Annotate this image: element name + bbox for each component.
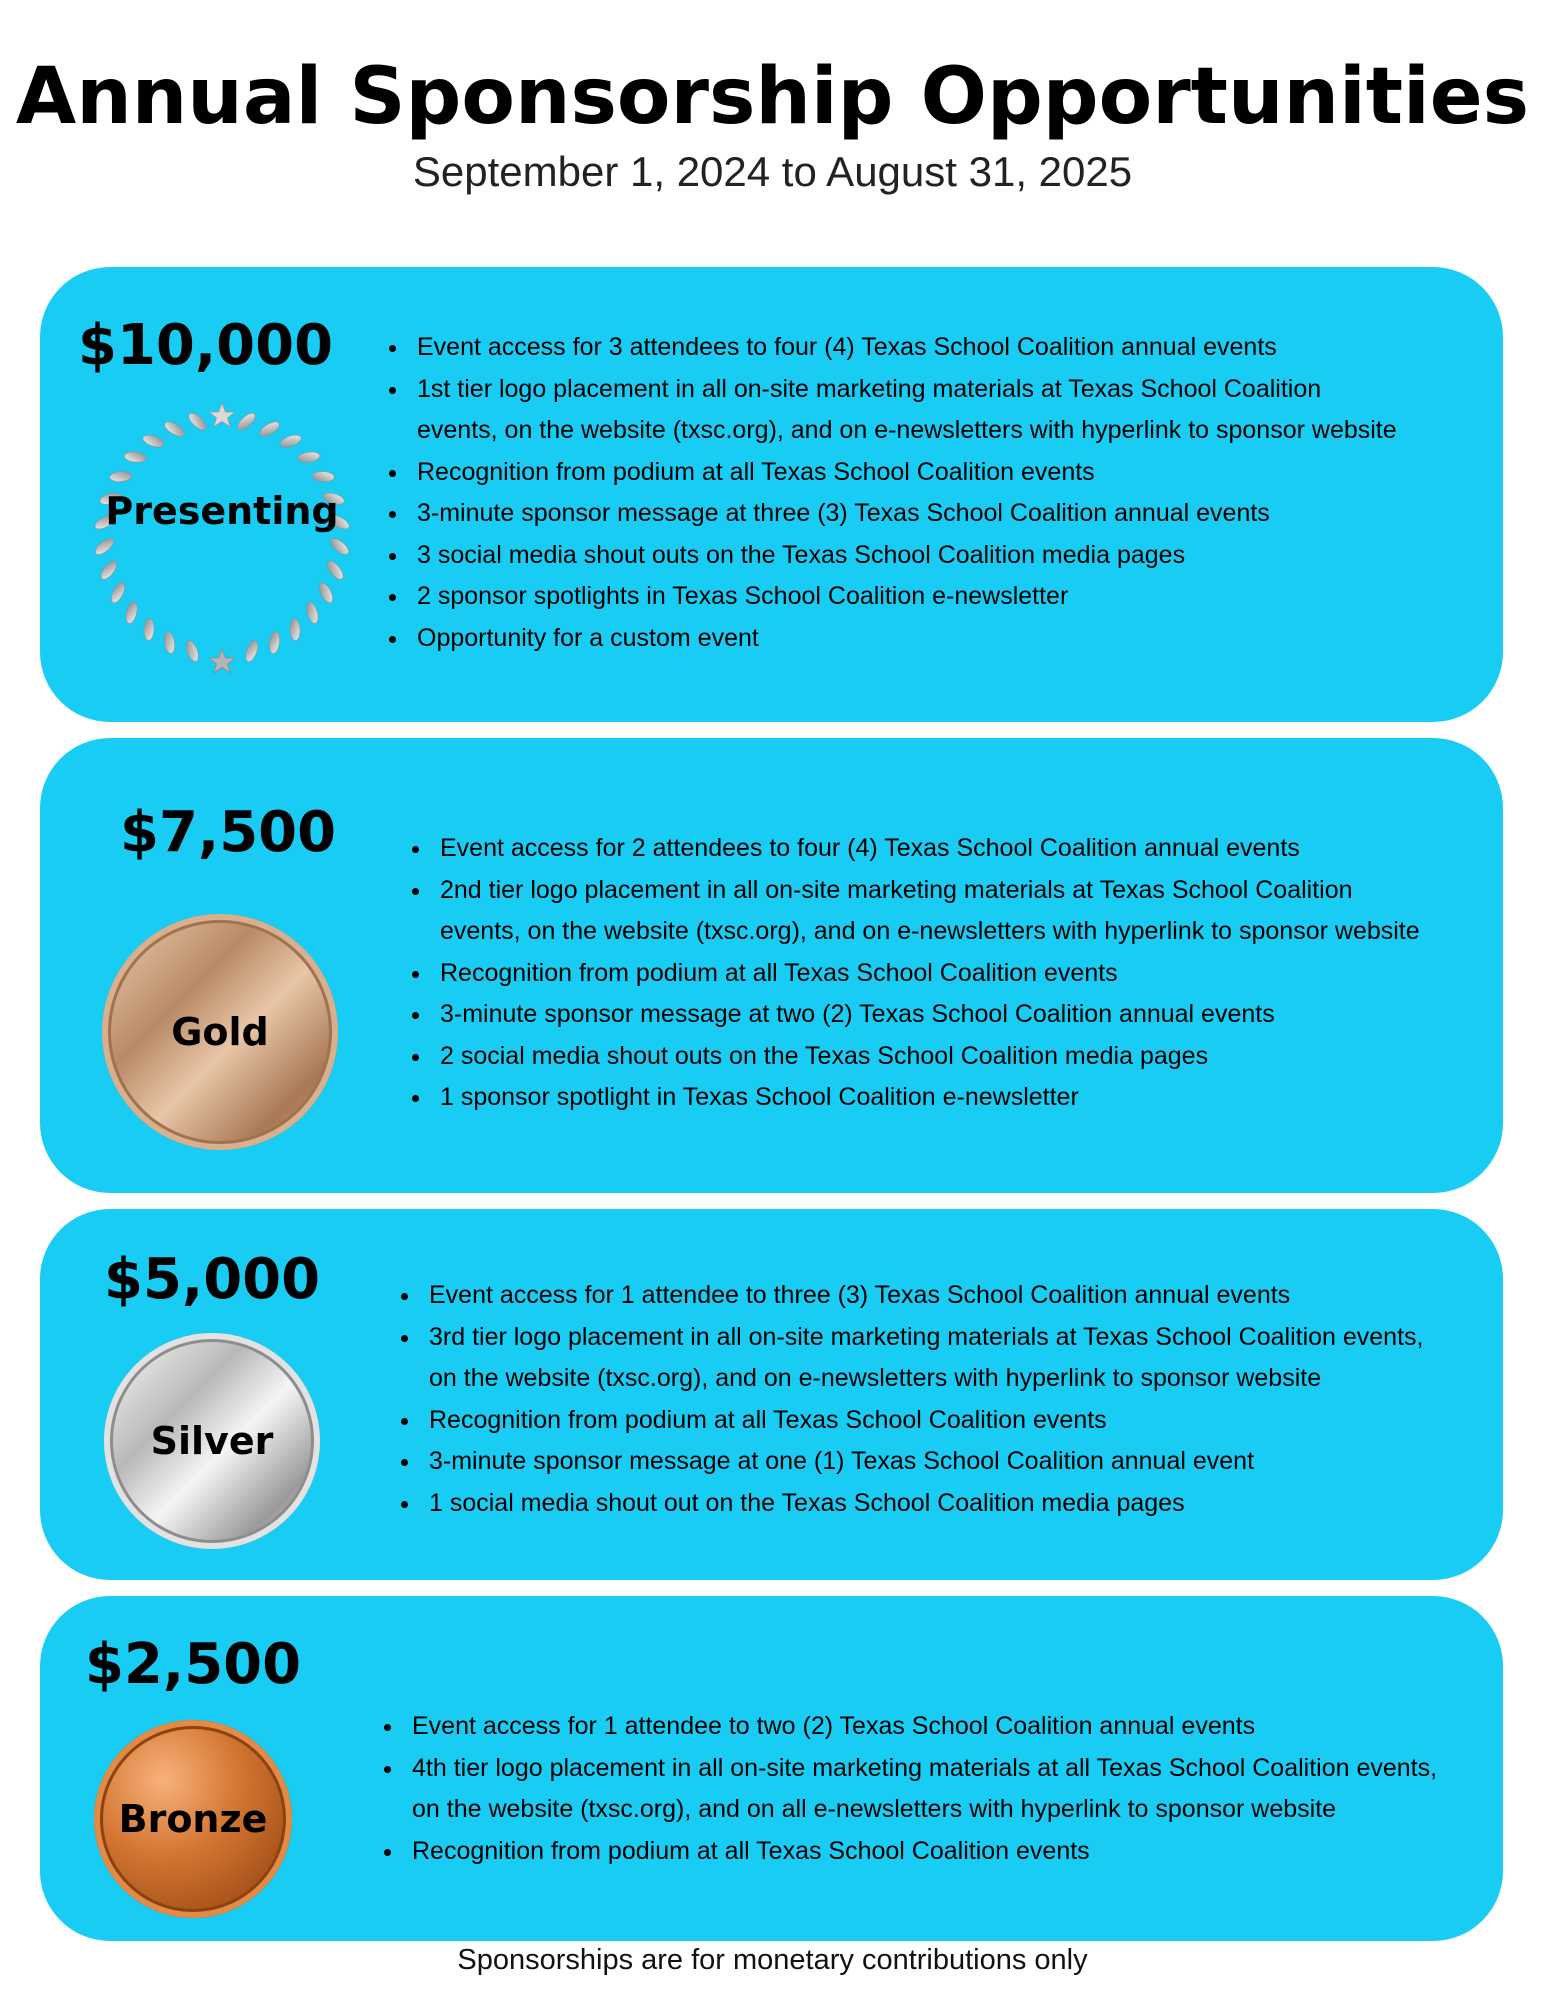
laurel-leaf-icon [98, 559, 120, 582]
laurel-leaf-icon [235, 410, 258, 432]
benefit-item: 2 social media shout outs on the Texas School Coalition media pages [408, 1036, 1428, 1078]
laurel-leaf-icon [317, 581, 336, 605]
benefit-item: 3-minute sponsor message at two (2) Texas School Coalition annual events [408, 994, 1428, 1036]
tier-name: Silver [150, 1419, 274, 1463]
benefit-item: Recognition from podium at all Texas School Coalition events [385, 452, 1405, 494]
page-subtitle: September 1, 2024 to August 31, 2025 [412, 148, 1133, 195]
star-icon [209, 403, 235, 427]
tier-price: $10,000 [78, 313, 334, 378]
benefit-item: 1 social media shout out on the Texas School Coalition media pages [397, 1483, 1457, 1525]
benefit-item: 3 social media shout outs on the Texas School Coalition media pages [385, 535, 1405, 577]
laurel-leaf-icon [109, 581, 128, 605]
tier-card-presenting [40, 267, 1503, 722]
benefit-item: 3rd tier logo placement in all on-site marketing materials at Texas School Coalition events, on the website (txsc.org), and on e-newsletters with hyperlink to sponsor website [397, 1317, 1457, 1400]
benefit-item: 3-minute sponsor message at one (1) Texas School Coalition annual event [397, 1441, 1457, 1483]
benefit-item: 1st tier logo placement in all on-site marketing materials at Texas School Coalition events, on the website (txsc.org), and on e-newsletters with hyperlink to sponsor website [385, 369, 1405, 452]
laurel-leaf-icon [268, 631, 281, 654]
laurel-leaf-icon [324, 559, 346, 582]
laurel-wreath-icon [82, 397, 362, 677]
laurel-leaf-icon [109, 471, 132, 483]
benefit-item: 1 sponsor spotlight in Texas School Coalition e-newsletter [408, 1077, 1428, 1119]
laurel-leaf-icon [312, 471, 335, 483]
star-icon [209, 649, 235, 673]
tier-card-bronze [40, 1596, 1503, 1941]
laurel-leaf-icon [297, 451, 320, 464]
benefit-item: Opportunity for a custom event [385, 618, 1405, 660]
benefit-list [408, 828, 1428, 1119]
benefit-item: 2nd tier logo placement in all on-site marketing materials at Texas School Coalition events, on the website (txsc.org), and on e-newsletters with hyperlink to sponsor website [408, 870, 1428, 953]
laurel-leaf-icon [243, 639, 260, 663]
benefit-list [380, 1706, 1460, 1872]
footer-note: Sponsorships are for monetary contributions only [457, 1944, 1088, 1976]
laurel-leaf-icon [279, 433, 303, 450]
benefit-item: 2 sponsor spotlights in Texas School Coalition e-newsletter [385, 576, 1405, 618]
benefit-item: Event access for 1 attendee to two (2) Texas School Coalition annual events [380, 1706, 1460, 1748]
benefit-item: Event access for 3 attendees to four (4) Texas School Coalition annual events [385, 327, 1405, 369]
tier-price: $7,500 [120, 800, 337, 865]
tier-card-silver [40, 1209, 1503, 1580]
tier-card-gold [40, 738, 1503, 1193]
laurel-leaf-icon [143, 618, 154, 641]
laurel-leaf-icon [258, 419, 282, 439]
benefit-item: Recognition from podium at all Texas School Coalition events [397, 1400, 1457, 1442]
laurel-leaf-icon [305, 601, 320, 625]
benefit-item: Recognition from podium at all Texas School Coalition events [380, 1831, 1460, 1873]
laurel-leaf-icon [328, 536, 351, 558]
laurel-leaf-icon [163, 631, 176, 654]
benefit-list [397, 1275, 1457, 1524]
laurel-leaf-icon [289, 618, 300, 641]
laurel-leaf-icon [184, 639, 201, 663]
laurel-leaf-icon [186, 410, 209, 432]
silver-medal-icon [104, 1333, 320, 1549]
laurel-leaf-icon [93, 536, 116, 558]
laurel-leaf-icon [141, 433, 165, 450]
tier-name: Gold [171, 1010, 269, 1054]
page-title: Annual Sponsorship Opportunities [15, 52, 1530, 142]
benefit-item: 4th tier logo placement in all on-site marketing materials at all Texas School Coalition events, on the website (txsc.org), and on all e-newsletters with hyperlink to sponsor website [380, 1748, 1460, 1831]
benefit-item: 3-minute sponsor message at three (3) Texas School Coalition annual events [385, 493, 1405, 535]
laurel-leaf-icon [124, 601, 139, 625]
laurel-leaf-icon [162, 419, 186, 439]
tier-name: Bronze [118, 1797, 268, 1841]
benefit-item: Event access for 2 attendees to four (4) Texas School Coalition annual events [408, 828, 1428, 870]
benefit-list [385, 327, 1405, 659]
tier-price: $2,500 [85, 1632, 302, 1697]
benefit-item: Event access for 1 attendee to three (3) Texas School Coalition annual events [397, 1275, 1457, 1317]
gold-medal-icon [102, 914, 338, 1150]
benefit-item: Recognition from podium at all Texas School Coalition events [408, 953, 1428, 995]
bronze-medal-icon [94, 1720, 292, 1918]
tier-price: $5,000 [104, 1247, 321, 1312]
laurel-leaf-icon [124, 451, 147, 464]
tier-name: Presenting [105, 489, 339, 533]
